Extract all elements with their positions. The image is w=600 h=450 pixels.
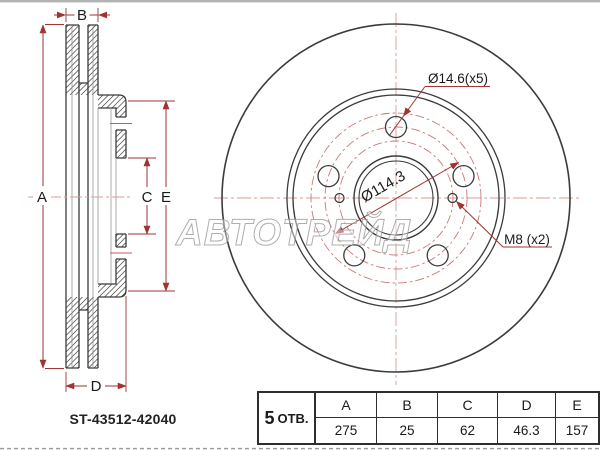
col-header-d: D <box>497 393 555 418</box>
bolt-hole-note: Ø14.6(x5) <box>427 71 489 86</box>
holes-count-cell <box>259 393 316 443</box>
part-number: ST-43512-42040 <box>69 411 177 427</box>
section-view <box>28 7 175 395</box>
holes-count-number: 5 <box>264 407 275 428</box>
col-header-e: E <box>555 393 598 418</box>
col-header-a: A <box>316 393 376 418</box>
front-view <box>214 13 582 385</box>
dimension-c <box>128 158 156 234</box>
dim-label-c: C <box>141 189 153 206</box>
pcd-note: Ø114.3 <box>358 167 409 207</box>
dimension-b <box>54 7 110 24</box>
spec-grid <box>316 393 598 443</box>
dim-label-b: B <box>76 7 88 24</box>
thread-note: M8 (x2) <box>504 232 550 247</box>
dim-label-e: E <box>160 189 172 206</box>
dim-label-d: D <box>90 378 102 395</box>
value-a: 275 <box>334 423 358 438</box>
col-header-c: C <box>437 393 497 418</box>
watermark: АВТОТРЕЙД <box>176 212 413 253</box>
bolt-hole-callout <box>389 71 490 136</box>
section-hatching <box>66 25 126 368</box>
value-b: 25 <box>376 418 437 443</box>
holes-count-text: ОТВ. <box>277 410 309 426</box>
value-c: 62 <box>437 418 497 443</box>
dim-label-a: A <box>36 189 48 206</box>
value-d: 46.3 <box>497 418 555 443</box>
value-e: 157 <box>555 418 598 443</box>
dimension-a <box>33 25 64 369</box>
page-top-edge <box>0 0 600 2</box>
spec-table <box>257 391 600 445</box>
col-header-b: B <box>376 393 437 418</box>
